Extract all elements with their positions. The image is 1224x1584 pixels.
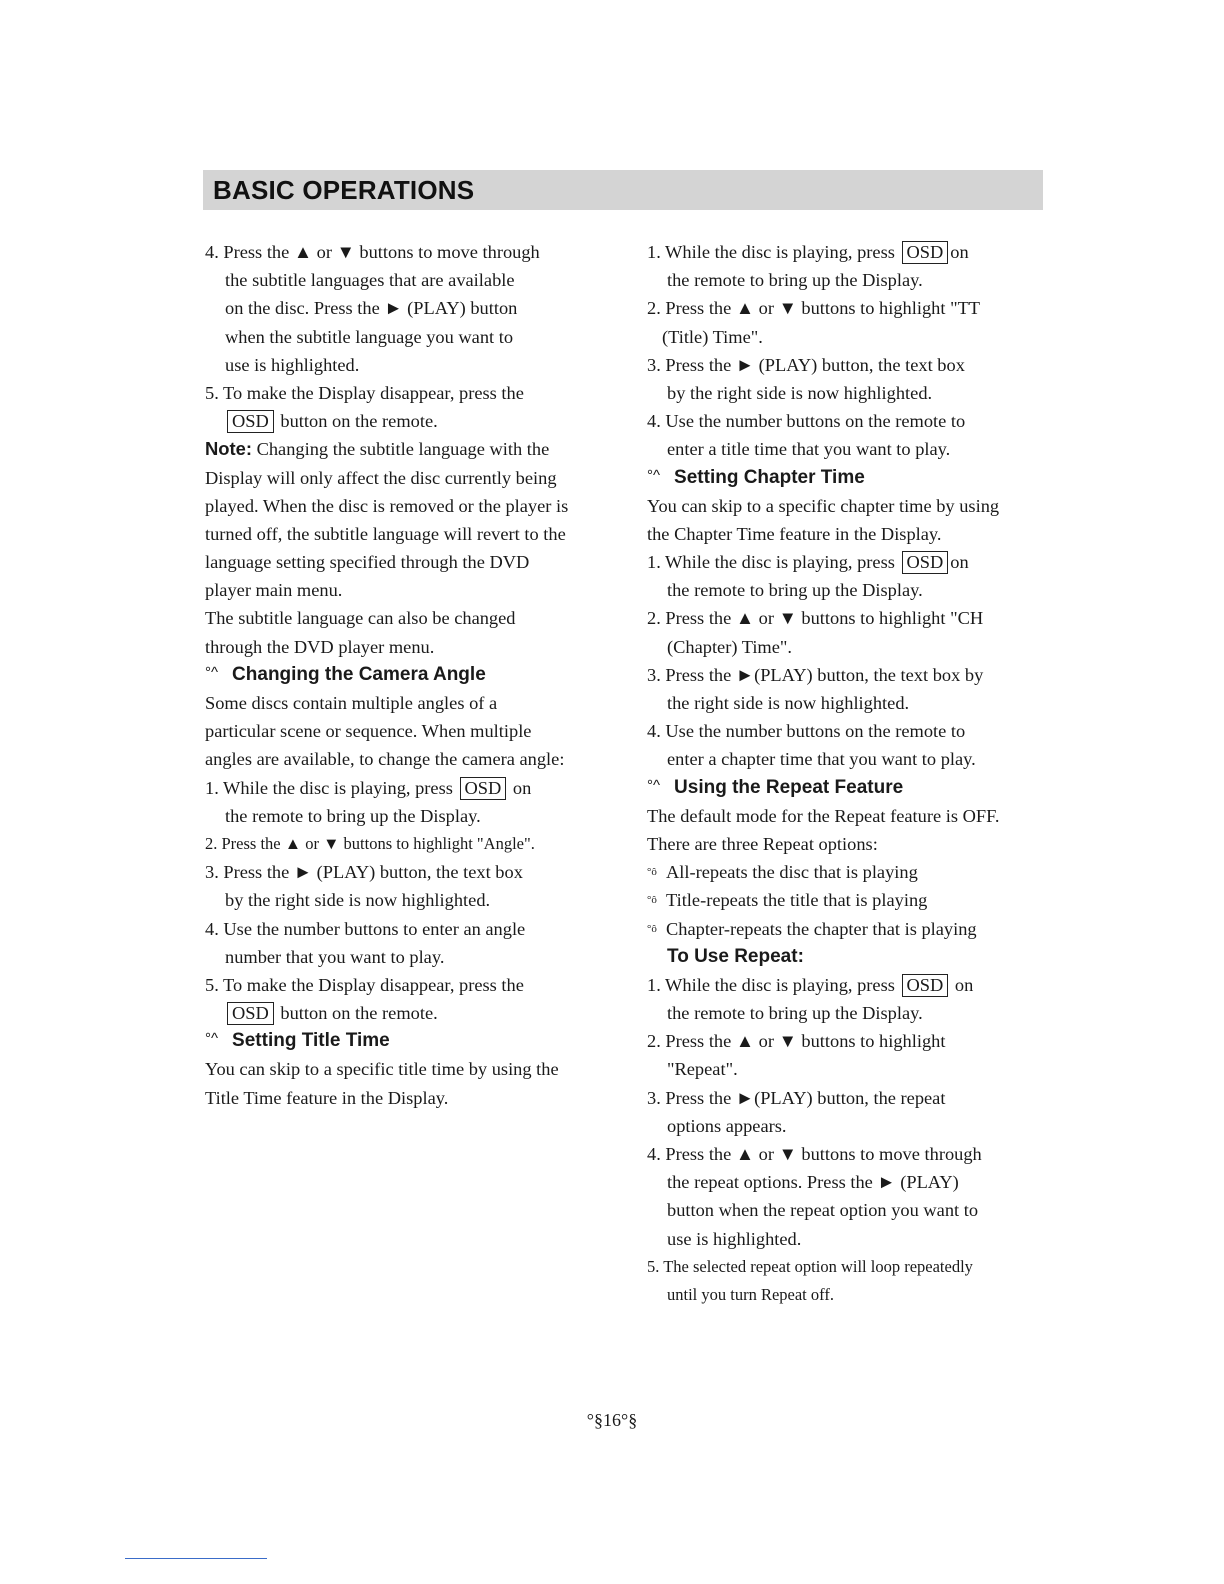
osd-button-label: OSD — [460, 777, 507, 800]
text-line: 2. Press the ▲ or ▼ buttons to highlight "TT — [647, 298, 981, 319]
bullet-mark: °ô — [647, 894, 657, 907]
text-line: The subtitle language can also be changed — [205, 608, 516, 629]
text-line: 3. Press the ► (PLAY) button, the text box — [205, 862, 523, 883]
text-line: use is highlighted. — [667, 1228, 802, 1249]
right-column — [647, 238, 1067, 1309]
subheading-chapter-time: °^ Setting Chapter Time — [647, 466, 865, 488]
text-line: (Chapter) Time". — [667, 636, 792, 657]
osd-button-label: OSD — [227, 1002, 274, 1025]
text-line: enter a title time that you want to play. — [667, 439, 951, 460]
text-line: the Chapter Time feature in the Display. — [647, 523, 942, 544]
text-line: 2. Press the ▲ or ▼ buttons to highlight — [647, 1031, 946, 1052]
heading-mark: °^ — [647, 466, 661, 484]
text-line: when the subtitle language you want to — [225, 326, 514, 347]
subheading-repeat-feature: °^ Using the Repeat Feature — [647, 776, 904, 798]
text-line: 3. Press the ►(PLAY) button, the repeat — [647, 1087, 946, 1108]
text-line: use is highlighted. — [225, 354, 360, 375]
text-line: 4. Press the ▲ or ▼ buttons to move through — [647, 1144, 982, 1164]
text-line: 3. Press the ►(PLAY) button, the text box by — [647, 664, 984, 685]
text-line: angles are available, to change the camera angle: — [205, 749, 565, 770]
text-line: 1. While the disc is playing, press OSD on — [647, 552, 969, 573]
text-line: The default mode for the Repeat feature is OFF. — [647, 805, 1000, 826]
left-column — [205, 238, 625, 1112]
osd-button-label: OSD — [902, 241, 949, 264]
text-line: language setting specified through the DVD — [205, 552, 530, 573]
text-line: You can skip to a specific title time by using the — [205, 1059, 559, 1080]
osd-button-label: OSD — [902, 974, 949, 997]
text-line: through the DVD player menu. — [205, 636, 435, 657]
text-line: the remote to bring up the Display. — [667, 270, 923, 291]
text-line: OSD button on the remote. — [205, 407, 625, 435]
text-line: You can skip to a specific chapter time by using — [647, 495, 1000, 516]
text-line: 5. The selected repeat option will loop repeatedly — [647, 1256, 973, 1276]
text-line: turned off, the subtitle language will revert to the — [205, 523, 566, 544]
subheading-to-use-repeat: To Use Repeat: — [667, 945, 804, 967]
text-line: There are three Repeat options: — [647, 833, 878, 854]
text-line: 4. Use the number buttons on the remote to — [647, 411, 966, 432]
text-line: 1. While the disc is playing, press OSD on — [647, 242, 969, 262]
text-line: played. When the disc is removed or the player is — [205, 495, 569, 516]
text-line: 4. Press the ▲ or ▼ buttons to move through — [205, 242, 540, 262]
edge-rule — [125, 1558, 267, 1559]
text-line: number that you want to play. — [225, 946, 445, 967]
text-line: (Title) Time". — [662, 326, 763, 347]
subheading-title-time: °^ Setting Title Time — [205, 1030, 390, 1052]
page-number: °§16°§ — [586, 1410, 638, 1430]
text-line: enter a chapter time that you want to play. — [667, 749, 976, 770]
bullet-mark: °ô — [647, 922, 657, 935]
text-line: 3. Press the ► (PLAY) button, the text box — [647, 354, 965, 375]
text-line: options appears. — [667, 1115, 787, 1136]
heading-mark: °^ — [205, 663, 219, 681]
text-line: player main menu. — [205, 580, 343, 601]
text-line: the repeat options. Press the ► (PLAY) — [667, 1172, 959, 1193]
text-line: the right side is now highlighted. — [667, 693, 910, 713]
bullet-item: °ô All-repeats the disc that is playing — [647, 858, 1067, 886]
text-line: until you turn Repeat off. — [667, 1284, 834, 1304]
page-title: BASIC OPERATIONS — [213, 175, 475, 205]
text-line: Some discs contain multiple angles of a — [205, 693, 498, 713]
text-line: by the right side is now highlighted. — [225, 890, 491, 911]
osd-button-label: OSD — [227, 410, 274, 433]
subheading-camera-angle: °^ Changing the Camera Angle — [205, 663, 486, 685]
text-line: 4. Use the number buttons on the remote to — [647, 721, 966, 742]
text-line: by the right side is now highlighted. — [667, 382, 933, 403]
text-line: 5. To make the Display disappear, press the — [205, 974, 524, 995]
text-line: the remote to bring up the Display. — [667, 580, 923, 601]
text-line: 5. To make the Display disappear, press the — [205, 382, 524, 403]
note-line: Note: Changing the subtitle language with the — [205, 438, 550, 460]
text-line: on the disc. Press the ► (PLAY) button — [225, 298, 518, 319]
bullet-item: °ô Chapter-repeats the chapter that is playing — [647, 915, 1067, 943]
text-line: OSD button on the remote. — [205, 999, 625, 1027]
text-line: particular scene or sequence. When multiple — [205, 721, 532, 742]
text-line: 4. Use the number buttons to enter an angle — [205, 918, 526, 939]
text-line: the remote to bring up the Display. — [667, 1003, 923, 1024]
note-label: Note: — [205, 438, 252, 460]
heading-mark: °^ — [647, 776, 661, 794]
section-header — [203, 170, 1043, 210]
osd-button-label: OSD — [902, 551, 949, 574]
text-line: Display will only affect the disc currently being — [205, 467, 557, 488]
text-line: "Repeat". — [667, 1059, 738, 1080]
bullet-mark: °ô — [647, 866, 657, 879]
heading-mark: °^ — [205, 1030, 219, 1048]
text-line: 2. Press the ▲ or ▼ buttons to highlight "CH — [647, 608, 984, 629]
bullet-item: °ô Title-repeats the title that is playing — [647, 886, 1067, 914]
text-line: 2. Press the ▲ or ▼ buttons to highlight "Angle". — [205, 833, 535, 853]
text-line: 1. While the disc is playing, press OSD on — [647, 974, 974, 995]
text-line: 1. While the disc is playing, press OSD on — [205, 777, 532, 798]
text-line: the remote to bring up the Display. — [225, 805, 481, 826]
text-line: Title Time feature in the Display. — [205, 1087, 449, 1108]
text-line: button when the repeat option you want to — [667, 1200, 979, 1221]
text-line: the subtitle languages that are available — [225, 270, 515, 291]
